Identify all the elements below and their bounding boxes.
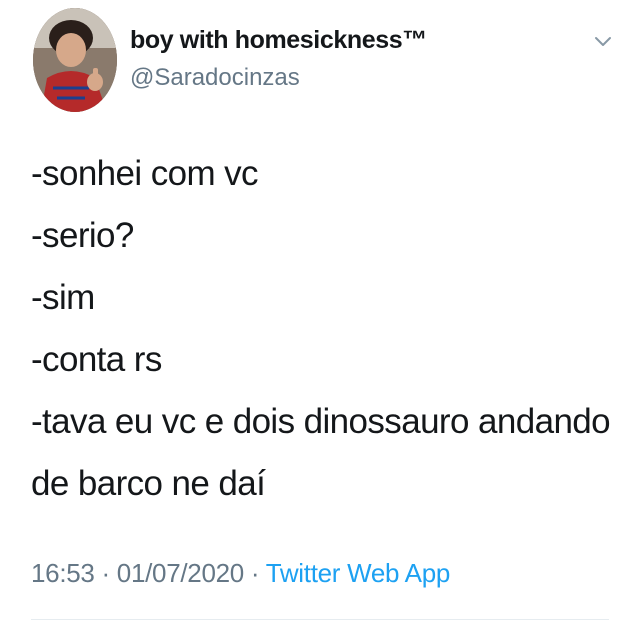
chevron-down-icon[interactable]: [592, 30, 614, 52]
tweet-meta: [31, 558, 450, 589]
user-handle[interactable]: @Saradocinzas: [130, 64, 300, 91]
tweet-line: de barco ne daí: [31, 464, 266, 503]
tweet-line: -serio?: [31, 216, 134, 255]
avatar-photo-icon: [33, 8, 117, 112]
tweet-line: -sonhei com vc: [31, 154, 258, 193]
tweet-source-link[interactable]: Twitter Web App: [265, 558, 451, 588]
display-name[interactable]: boy with homesickness™: [130, 26, 427, 54]
tweet-date[interactable]: 01/07/2020: [116, 558, 244, 588]
avatar[interactable]: [33, 8, 117, 112]
tweet-text: [31, 150, 621, 522]
meta-separator: ·: [94, 558, 117, 588]
tweet-line: -sim: [31, 278, 95, 317]
divider: [31, 619, 609, 620]
tweet-time[interactable]: 16:53: [31, 558, 95, 588]
tweet-line: -conta rs: [31, 340, 162, 379]
tweet-line: -tava eu vc e dois dinossauro andando: [31, 402, 611, 441]
meta-separator: ·: [243, 558, 266, 588]
